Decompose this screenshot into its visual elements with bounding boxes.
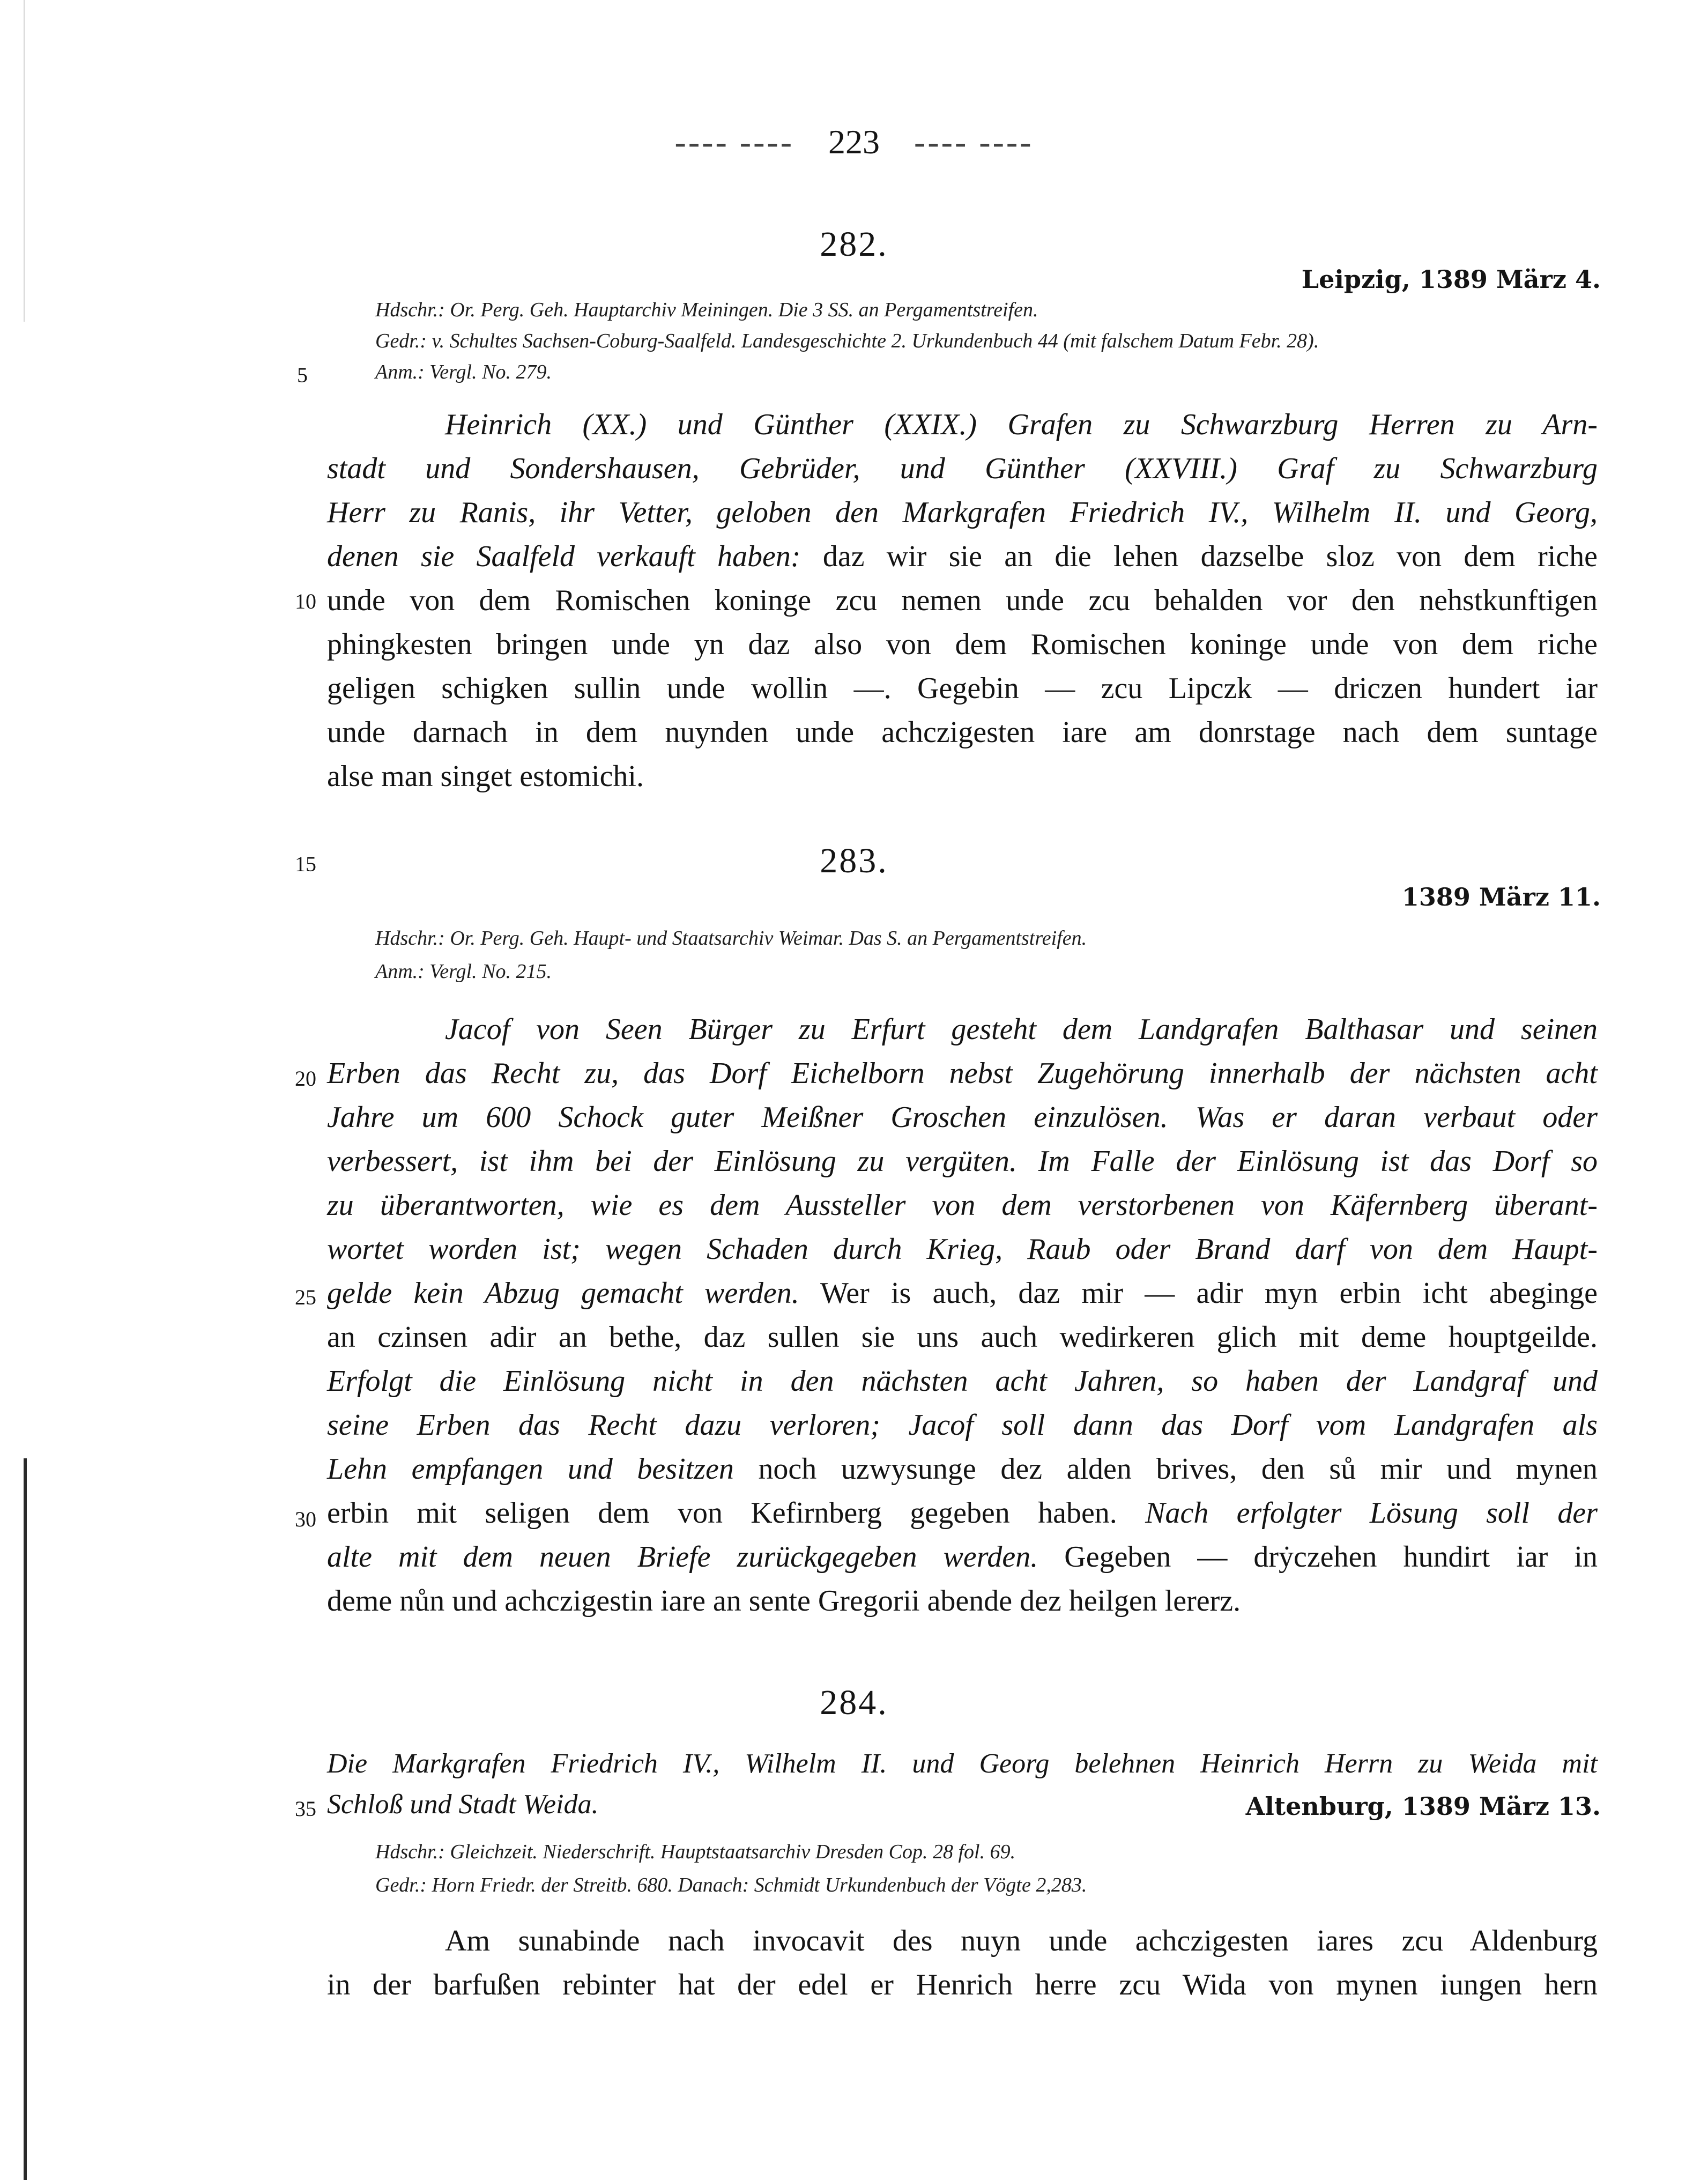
source-note: Hdschr.: Or. Perg. Geh. Hauptarchiv Meiningen. Die 3 SS. an Pergamentstreifen.: [375, 299, 1038, 321]
document-number: 284.: [820, 1683, 888, 1722]
text-line: geligen schigken sullin unde wollin —. Gegebin — zcu Lipczk — driczen hundert iar: [327, 672, 1598, 705]
page-binding-edge: [24, 1458, 27, 2180]
dateline: Altenburg, 1389 März 13.: [1245, 1792, 1601, 1821]
text-line: alte mit dem neuen Briefe zurückgegeben werden. Gegeben — drẏczehen hundirt iar in: [327, 1540, 1598, 1574]
text-line: zu überantworten, wie es dem Aussteller von dem verstorbenen von Käfernberg überant-: [327, 1189, 1598, 1222]
text-line: Erben das Recht zu, das Dorf Eichelborn nebst Zugehörung innerhalb der nächsten acht: [327, 1057, 1598, 1090]
dateline: 1389 März 11.: [1401, 883, 1601, 911]
text-line: unde darnach in dem nuynden unde achczigesten iare am donrstage nach dem suntage: [327, 716, 1598, 749]
text-line: Jahre um 600 Schock guter Meißner Groschen einzulösen. Was er daran verbaut oder: [327, 1101, 1598, 1134]
text-line: erbin mit seligen dem von Kefirnberg gegeben haben. Nach erfolgter Lösung soll der: [327, 1496, 1598, 1530]
source-note: Hdschr.: Gleichzeit. Niederschrift. Hauptstaatsarchiv Dresden Cop. 28 fol. 69.: [375, 1841, 1016, 1863]
dateline: Leipzig, 1389 März 4.: [1301, 265, 1601, 294]
source-note: Gedr.: Horn Friedr. der Streitb. 680. Danach: Schmidt Urkundenbuch der Vögte 2,283.: [375, 1874, 1087, 1896]
page-number: 223: [828, 123, 880, 161]
source-note: Hdschr.: Or. Perg. Geh. Haupt- und Staatsarchiv Weimar. Das S. an Pergamentstreifen.: [375, 927, 1087, 950]
source-note: Anm.: Vergl. No. 279.: [375, 361, 552, 383]
line-number: 5: [297, 363, 308, 387]
text-line: seine Erben das Recht dazu verloren; Jacof soll dann das Dorf vom Landgrafen als: [327, 1408, 1598, 1442]
text-line: Am sunabinde nach invocavit des nuyn unde achczigesten iares zcu Aldenburg: [445, 1924, 1598, 1957]
text-line: wortet worden ist; wegen Schaden durch Krieg, Raub oder Brand darf von dem Haupt-: [327, 1233, 1598, 1266]
line-number: 15: [295, 852, 316, 876]
running-head: [0, 122, 1708, 162]
document-number: 282.: [820, 225, 888, 264]
text-line: Heinrich (XX.) und Günther (XXIX.) Grafen zu Schwarzburg Herren zu Arn-: [445, 408, 1598, 441]
text-line: unde von dem Romischen koninge zcu nemen unde zcu behalden vor den nehstkunftigen: [327, 584, 1598, 617]
running-head-dash-right: ---- ----: [914, 123, 1034, 161]
text-line: verbessert, ist ihm bei der Einlösung zu vergüten. Im Falle der Einlösung ist das Dorf so: [327, 1145, 1598, 1178]
source-note: Anm.: Vergl. No. 215.: [375, 960, 552, 983]
text-line: Erfolgt die Einlösung nicht in den nächsten acht Jahren, so haben der Landgraf und: [327, 1365, 1598, 1398]
line-number: 35: [295, 1797, 316, 1821]
text-line: Lehn empfangen und besitzen noch uzwysunge dez alden brives, den sů mir und mynen: [327, 1452, 1598, 1486]
text-line: Jacof von Seen Bürger zu Erfurt gesteht dem Landgrafen Balthasar und seinen: [445, 1013, 1598, 1046]
line-number: 10: [295, 589, 316, 613]
text-line: denen sie Saalfeld verkauft haben: daz wir sie an die lehen dazselbe sloz von dem riche: [327, 540, 1598, 573]
text-line: Herr zu Ranis, ihr Vetter, geloben den Markgrafen Friedrich IV., Wilhelm II. und Georg,: [327, 496, 1598, 529]
line-number: 30: [295, 1507, 316, 1531]
running-head-dash-left: ---- ----: [674, 123, 794, 161]
summary-line: Schloß und Stadt Weida.: [327, 1789, 599, 1820]
text-line: phingkesten bringen unde yn daz also von dem Romischen koninge unde von dem riche: [327, 628, 1598, 661]
text-line: deme nůn und achczigestin iare an sente Gregorii abende dez heilgen lererz.: [327, 1584, 1241, 1618]
document-number: 283.: [820, 841, 888, 880]
text-line: gelde kein Abzug gemacht werden. Wer is auch, daz mir — adir myn erbin icht abeginge: [327, 1277, 1598, 1310]
text-line: alse man singet estomichi.: [327, 760, 644, 793]
line-number: 25: [295, 1285, 316, 1309]
text-line: in der barfußen rebinter hat der edel er Henrich herre zcu Wida von mynen iungen hern: [327, 1968, 1598, 2001]
text-line: stadt und Sondershausen, Gebrüder, und Günther (XXVIII.) Graf zu Schwarzburg: [327, 452, 1598, 485]
text-line: an czinsen adir an bethe, daz sullen sie uns auch wedirkeren glich mit deme houptgeilde.: [327, 1321, 1598, 1354]
source-note: Gedr.: v. Schultes Sachsen-Coburg-Saalfeld. Landesgeschichte 2. Urkundenbuch 44 (mit falschem Datum Febr. 28).: [375, 330, 1319, 352]
line-number: 20: [295, 1066, 316, 1091]
summary-line: Die Markgrafen Friedrich IV., Wilhelm II. und Georg belehnen Heinrich Herrn zu Weida mit: [327, 1748, 1598, 1779]
